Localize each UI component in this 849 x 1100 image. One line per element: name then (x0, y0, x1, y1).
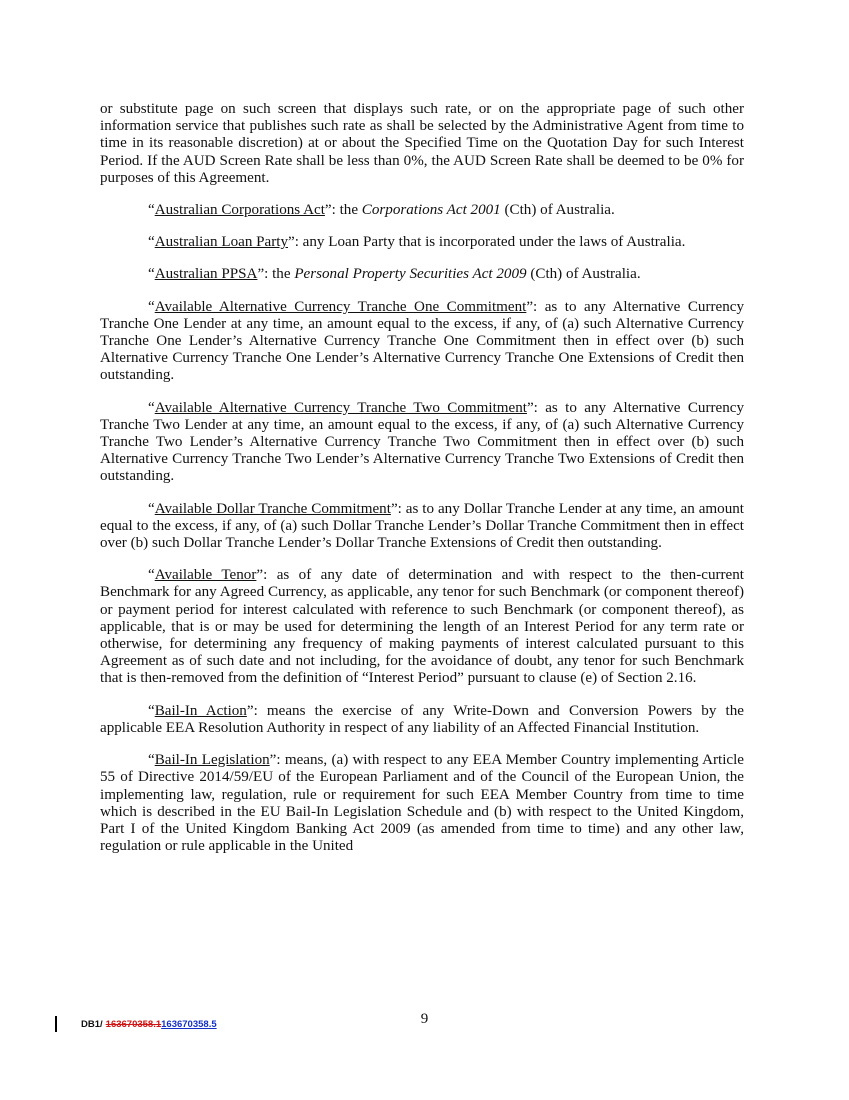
inserted-doc-id: 163670358.5 (161, 1018, 217, 1030)
definition-australian-ppsa: “Australian PPSA”: the Personal Property Securities Act 2009 (Cth) of Australia. (148, 266, 641, 283)
definition-available-alt-tranche-one: “Available Alternative Currency Tranche One Commitment”: as to any Alternative Currency Tranche One Lender at any time, an amount equal to the excess, if any, of (a) such Alternative Currency Tranche One Lender’s Alternative Currency Tranche One Commitment then in effect over (b) such Alternative Currency Tranche One Lender’s Alternative Currency Tranche One Extensions of Credit then outstanding. (100, 298, 744, 384)
definition-bail-in-legislation: “Bail-In Legislation”: means, (a) with respect to any EEA Member Country implementing Article 55 of Directive 2014/59/EU of the European Parliament and of the Council of the European Union, the implementing law, regulation, rule or requirement for such EEA Member Country from time to time which is described in the EU Bail-In Legislation Schedule and (b) with respect to the United Kingdom, Part I of the United Kingdom Banking Act 2009 (as amended from time to time) and any other law, regulation or rule applicable in the United (100, 752, 745, 855)
defined-term: Australian PPSA (154, 266, 258, 283)
definition-available-dollar-tranche: “Available Dollar Tranche Commitment”: as to any Dollar Tranche Lender at any time, an amount equal to the excess, if any, of (a) such Dollar Tranche Lender’s Dollar Tranche Commitment then in effect over (b) such Dollar Tranche Lender’s Dollar Tranche Extensions of Credit then outstanding. (100, 500, 744, 552)
definition-bail-in-action: “Bail-In Action”: means the exercise of any Write-Down and Conversion Powers by the applicable EEA Resolution Authority in respect of any liability of an Affected Financial Institution. (100, 702, 744, 736)
defined-term: Available Alternative Currency Tranche Two Commitment (154, 399, 527, 416)
document-body (100, 101, 744, 870)
defined-term: Available Dollar Tranche Commitment (154, 500, 391, 517)
defined-term: Available Alternative Currency Tranche One Commitment (154, 298, 527, 315)
deleted-doc-id: 163670358.1 (105, 1018, 162, 1030)
continuation-paragraph: or substitute page on such screen that displays such rate, or on the appropriate page of such other information service that publishes such rate as shall be selected by the Administrative Agent from time to time in its reasonable discretion) at or about the Specified Time on the Quotation Day for such Interest Period. If the AUD Screen Rate shall be less than 0%, the AUD Screen Rate shall be deemed to be 0% for purposes of this Agreement. (100, 101, 744, 186)
document-footer (55, 1016, 217, 1032)
page-number: 9 (420, 1011, 429, 1027)
definition-available-alt-tranche-two: “Available Alternative Currency Tranche Two Commitment”: as to any Alternative Currency Tranche Two Lender at any time, an amount equal to the excess, if any, of (a) such Alternative Currency Tranche Two Lender’s Alternative Currency Tranche Two Commitment then in effect over (b) such Alternative Currency Tranche Two Lender’s Alternative Currency Tranche Two Extensions of Credit then outstanding. (100, 399, 745, 485)
statute-title: Personal Property Securities Act 2009 (294, 266, 527, 283)
definition-australian-corporations-act: “Australian Corporations Act”: the Corporations Act 2001 (Cth) of Australia. (148, 202, 615, 219)
definition-available-tenor: “Available Tenor”: as of any date of determination and with respect to the then-current Benchmark for any Agreed Currency, as applicable, any tenor for such Benchmark (or component thereof) or payment period for interest calculated with reference to such Benchmark (or component thereof), as applicable, that is or may be used for determining the length of an Interest Period for any term rate or otherwise, for determining any frequency of making payments of interest calculated pursuant to this Agreement as of such date and not including, for the avoidance of doubt, any tenor for such Benchmark that is then-removed from the definition of “Interest Period” pursuant to clause (e) of Section 2.16. (100, 567, 744, 687)
defined-term: Available Tenor (154, 567, 257, 584)
defined-term: Bail-In Legislation (154, 752, 270, 769)
defined-term: Australian Loan Party (154, 234, 288, 251)
statute-title: Corporations Act 2001 (361, 202, 501, 219)
defined-term: Australian Corporations Act (154, 202, 325, 219)
doc-id-prefix: DB1/ (81, 1018, 103, 1030)
definition-australian-loan-party: “Australian Loan Party”: any Loan Party that is incorporated under the laws of Australia. (148, 234, 686, 251)
defined-term: Bail-In Action (154, 702, 247, 719)
change-bar (55, 1016, 57, 1032)
